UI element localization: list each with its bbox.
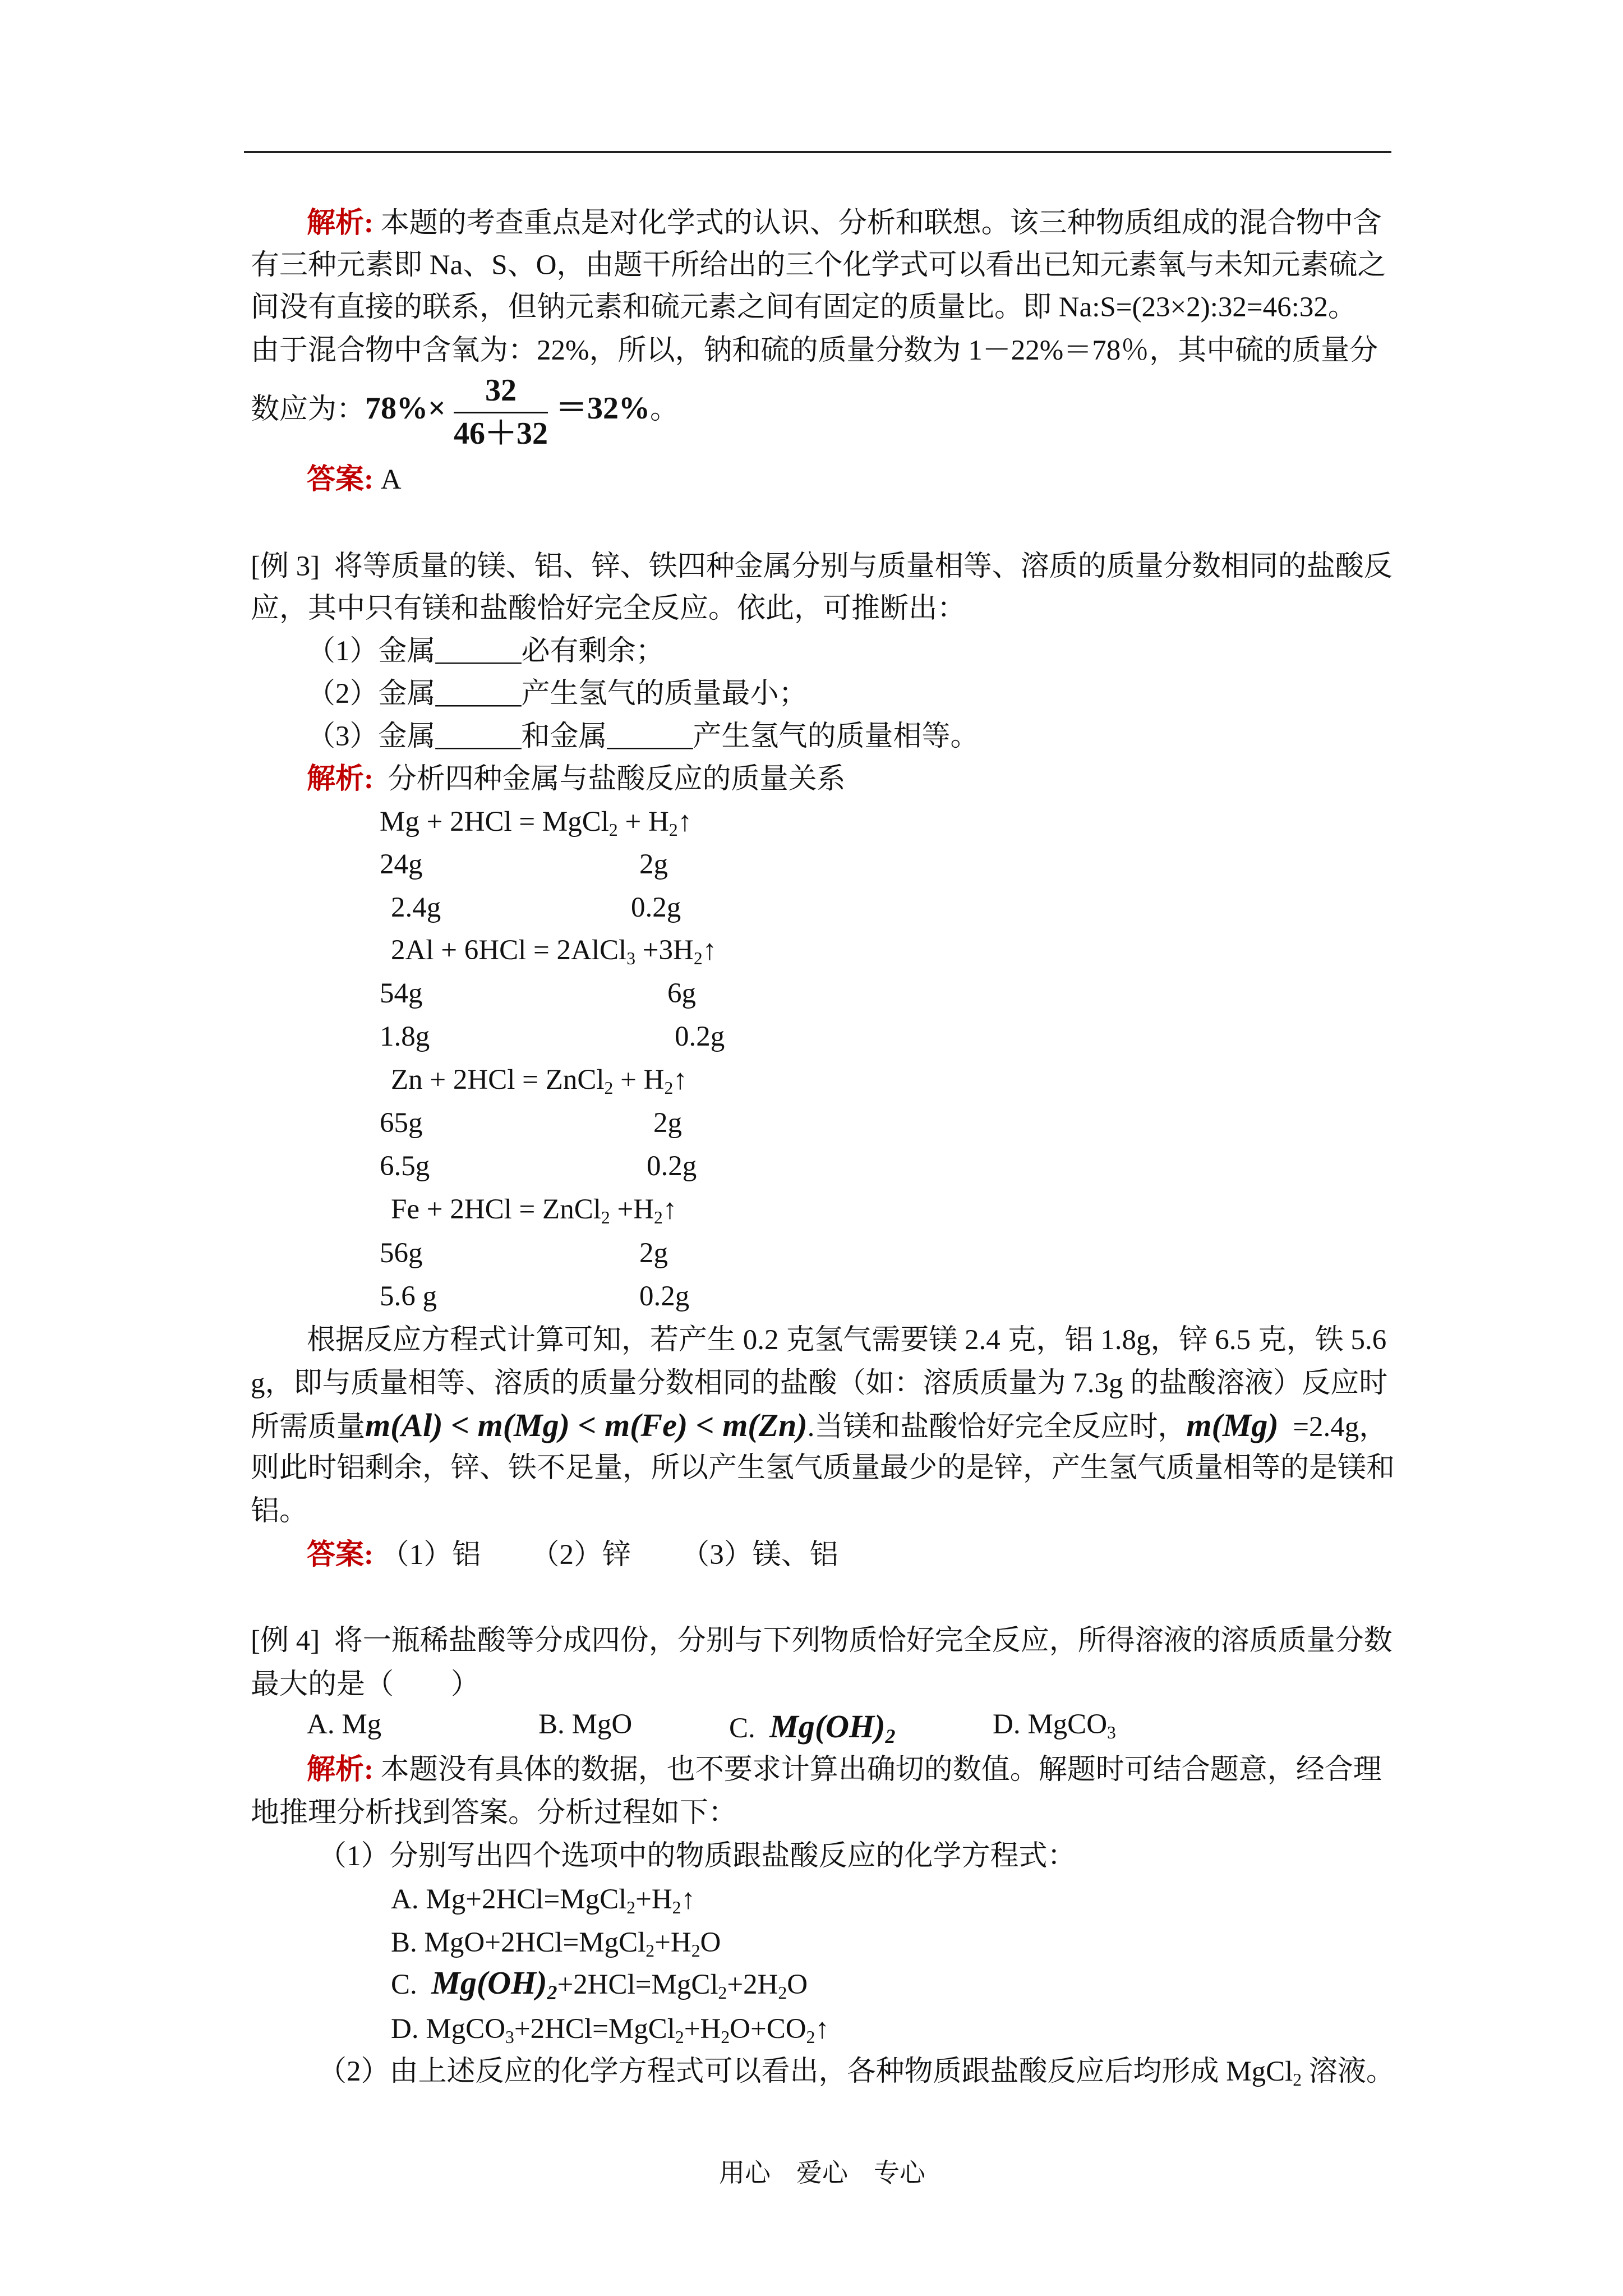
mass-h2-ratio: 2g: [639, 849, 668, 880]
analysis-label: 解析:: [307, 763, 374, 795]
s1-line-1: 解析: 本题的考查重点是对化学式的认识、分析和联想。该三种物质组成的混合物中含: [307, 208, 1382, 239]
ex3-item-1: （1）金属______必有剩余；: [307, 636, 665, 667]
ex4-option-d: D. MgCO$_3$: [993, 1709, 1116, 1742]
math-expression: 78%×: [365, 391, 446, 426]
ex3-para-line-4: 则此时铝剩余，锌、铁不足量，所以产生氢气质量最少的是锌，产生氢气质量相等的是镁和: [251, 1452, 1395, 1484]
fraction-numerator: 32: [454, 375, 548, 413]
equation-zn: Zn + 2HCl = ZnCl$_2$ + $H_2↑$: [391, 1064, 688, 1098]
s1-line-4: 由于混合物中含氧为：22%，所以，钠和硫的质量分数为 1－22%＝78％，其中硫的质量分: [251, 335, 1378, 366]
math-inequality: m(Al) < m(Mg) < m(Fe) < m(Zn): [365, 1407, 808, 1443]
fraction: [454, 375, 548, 449]
mass-h2-actual: 0.2g: [675, 1021, 725, 1052]
fraction-denominator: 46＋32: [453, 416, 548, 451]
ex4-analysis-line-1: 解析: 本题没有具体的数据，也不要求计算出确切的数值。解题时可结合题意，经合理: [307, 1754, 1382, 1786]
ex3-question-line-2: 应，其中只有镁和盐酸恰好完全反应。依此，可推断出：: [251, 593, 966, 624]
ex3-item-3: （3）金属______和金属______产生氢气的质量相等。: [307, 721, 979, 752]
s1-answer: 答案: A: [307, 464, 402, 495]
mass-mg-ratio: 24g: [380, 849, 423, 880]
page-footer: 用心 爱心 专心: [719, 2159, 925, 2187]
ex3-para-line-3: 所需质量m(Al) < m(Mg) < m(Fe) < m(Zn).当镁和盐酸恰好完全反应时，m(Mg) =2.4g，: [251, 1407, 1388, 1443]
mass-h2-actual: 0.2g: [639, 1281, 690, 1312]
mass-h2-actual: 0.2g: [647, 1151, 697, 1182]
ex3-analysis: 解析: 分析四种金属与盐酸反应的质量关系: [307, 763, 846, 795]
equation-mg: Mg + 2HCl = MgCl$_2$ + $H_2↑$: [380, 806, 693, 840]
ex4-option-c: C. $Mg(OH)_2$: [729, 1708, 896, 1748]
ex4-option-a: A. Mg: [307, 1709, 382, 1740]
s1-line-3: 间没有直接的联系，但钠元素和硫元素之间有固定的质量比。即 Na:S=(23×2):32=46:32。: [251, 292, 1357, 323]
ex3-para-line-2: g，即与质量相等、溶质的质量分数相同的盐酸（如：溶质质量为 7.3g 的盐酸溶液）反应时: [251, 1368, 1388, 1399]
reaction-d: D. $MgCO_3+2HCl=MgCl_2+H_2O+CO_2↑$: [391, 2013, 829, 2047]
math-result: ＝32%: [555, 391, 650, 426]
reaction-b: B. $MgO+2HCl=MgCl_2+H_2O$: [391, 1927, 721, 1961]
ex4-analysis-line-2: 地推理分析找到答案。分析过程如下：: [251, 1797, 737, 1829]
ex4-question-line-2: 最大的是（ ）: [251, 1669, 480, 1700]
mass-zn-ratio: 65g: [380, 1107, 423, 1139]
equation-fe: Fe + 2HCl = ZnCl$_2$ $+H_2↑$: [391, 1194, 677, 1227]
mass-h2-actual: 0.2g: [631, 892, 681, 923]
analysis-label: 解析:: [307, 1754, 374, 1786]
ex4-step-1: （1）分别写出四个选项中的物质跟盐酸反应的化学方程式：: [318, 1841, 1076, 1872]
reaction-a: A. $Mg+2HCl=MgCl_2+H_2↑$: [391, 1884, 695, 1917]
equation-al: 2Al + 6HCl = 2AlCl$_3$ $+3H_2↑$: [391, 935, 717, 968]
math-mg-oh2: $Mg(OH)_2$: [769, 1708, 896, 1748]
answer-label: 答案:: [307, 464, 374, 495]
mass-h2-ratio: 2g: [653, 1107, 682, 1139]
ex3-para-line-1: 根据反应方程式计算可知，若产生 0.2 克氢气需要镁 2.4 克，铝 1.8g，锌 6.5 克，铁 5.6: [307, 1324, 1387, 1356]
s1-line-5: 数应为：78%× $\frac{32}{46+32}$ ＝32%。: [251, 373, 679, 451]
ex3-question-line-1: [例 3] 将等质量的镁、铝、锌、铁四种金属分别与质量相等、溶质的质量分数相同的盐酸反: [251, 551, 1393, 582]
answer-label: 答案:: [307, 1539, 374, 1571]
analysis-label: 解析:: [307, 208, 374, 239]
header-rule: [244, 151, 1391, 153]
mass-al-ratio: 54g: [380, 978, 423, 1009]
ex4-question-line-1: [例 4] 将一瓶稀盐酸等分成四份，分别与下列物质恰好完全反应，所得溶液的溶质质量分数: [251, 1625, 1393, 1657]
mass-al-actual: 1.8g: [380, 1021, 430, 1052]
ex4-step-2: （2）由上述反应的化学方程式可以看出，各种物质跟盐酸反应后均形成 MgCl$_2$ 溶液。: [318, 2056, 1395, 2090]
mass-zn-actual: 6.5g: [380, 1151, 430, 1182]
math-mass-mg: m(Mg): [1186, 1407, 1279, 1443]
mass-mg-actual: 2.4g: [391, 892, 441, 923]
ex3-answer: 答案: （1）铝 （2）锌 （3）镁、铝: [307, 1539, 838, 1571]
ex3-item-2: （2）金属______产生氢气的质量最小；: [307, 678, 808, 710]
mass-fe-actual: 5.6 g: [380, 1281, 437, 1312]
math-mg-oh2: $Mg(OH)_2$: [431, 1964, 557, 2004]
mass-h2-ratio: 6g: [667, 978, 696, 1009]
mass-fe-ratio: 56g: [380, 1237, 423, 1269]
ex3-para-line-5: 铝。: [251, 1496, 308, 1527]
s1-line-2: 有三种元素即 Na、S、O，由题干所给出的三个化学式可以看出已知元素氧与未知元素硫之: [251, 250, 1386, 281]
reaction-c: C. $Mg(OH)_2+2HCl=MgCl_2+2H_2O$: [391, 1964, 808, 2004]
ex4-option-b: B. MgO: [538, 1709, 633, 1740]
mass-h2-ratio: 2g: [639, 1237, 668, 1269]
